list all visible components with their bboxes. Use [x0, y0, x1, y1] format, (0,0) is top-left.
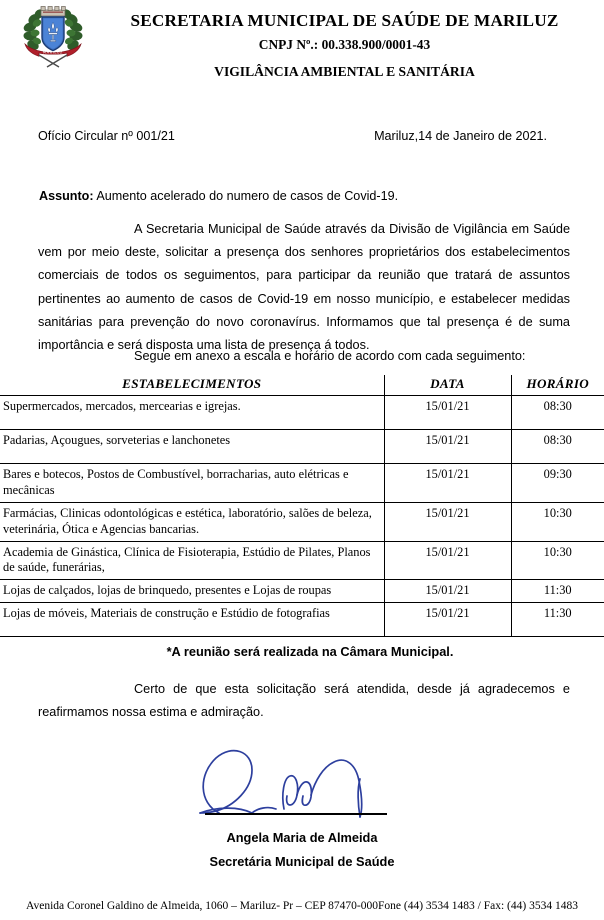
signatory-role: Secretária Municipal de Saúde	[209, 854, 395, 869]
schedule-table	[0, 375, 604, 637]
cell-time: 11:30	[511, 580, 604, 603]
cell-time: 09:30	[511, 464, 604, 503]
header-text-block	[95, 12, 594, 80]
organization-cnpj: CNPJ Nº.: 00.338.900/0001-43	[258, 36, 431, 52]
footer-address: Avenida Coronel Galdino de Almeida, 1060 – Mariluz- Pr – CEP 87470-000Fone (44) 3534 1483 / Fax: (44) 3534 1483	[26, 900, 578, 912]
cell-establishment: Lojas de calçados, lojas de brinquedo, presentes e Lojas de roupas	[0, 580, 384, 603]
column-header-establishments: ESTABELECIMENTOS	[0, 375, 384, 396]
table-rule-tail-left	[384, 589, 385, 603]
cell-date: 15/01/21	[384, 541, 511, 580]
cell-establishment: Bares e botecos, Postos de Combustível, borracharias, auto elétricas e mecânicas	[0, 464, 384, 503]
cell-establishment: Farmácias, Clinicas odontológicas e estética, laboratório, salões de beleza, veterinária, Ótica e Agencias bancarias.	[0, 502, 384, 541]
organization-title: SECRETARIA MUNICIPAL DE SAÚDE DE MARILUZ	[130, 11, 559, 30]
table-row	[0, 430, 604, 464]
letter-meta-row	[38, 129, 570, 147]
meeting-location-notice: *A reunião será realizada na Câmara Municipal.	[166, 644, 454, 659]
place-and-date: Mariluz,14 de Janeiro de 2021.	[374, 129, 547, 143]
department-title: VIGILÂNCIA AMBIENTAL E SANITÁRIA	[214, 63, 475, 79]
cell-establishment: Padarias, Açougues, sorveterias e lanchonetes	[0, 430, 384, 464]
cell-time: 10:30	[511, 502, 604, 541]
cell-date: 15/01/21	[384, 396, 511, 430]
table-row	[0, 464, 604, 503]
svg-text:MARILUZ: MARILUZ	[42, 50, 64, 55]
table-row	[0, 502, 604, 541]
subject-label: Assunto:	[39, 189, 94, 203]
cell-establishment: Lojas de móveis, Materiais de construção e Estúdio de fotografias	[0, 603, 384, 637]
table-header-row	[0, 375, 604, 396]
body-paragraph-closing: Certo de que esta solicitação será atendida, desde já agradecemos e reafirmamos nossa estima e admiração.	[38, 682, 570, 720]
cell-date: 15/01/21	[384, 502, 511, 541]
table-row	[0, 580, 604, 603]
table-row	[0, 541, 604, 580]
body-paragraph-main: A Secretaria Municipal de Saúde através da Divisão de Vigilância em Saúde vem por meio deste, solicitar a presença dos senhores proprietários dos estabelecimentos comerciais de todos os seguimentos, para participar da reunião que tratará de assuntos pertinentes ao aumento de casos de Covid-19 em nosso município, e estabelecer medidas sanitárias para prevenção do novo coronavírus. Informamos que tal presença é de suma importância e será disposta uma lista de presença á todos.	[38, 222, 570, 353]
cell-establishment: Academia de Ginástica, Clínica de Fisioterapia, Estúdio de Pilates, Planos de saúde, funerárias,	[0, 541, 384, 580]
signature-area	[0, 745, 604, 825]
subject-text: Aumento acelerado do numero de casos de Covid-19.	[93, 189, 399, 203]
table-body	[0, 396, 604, 637]
body-paragraph-annex: Segue em anexo a escala e horário de acordo com cada seguimento:	[134, 349, 526, 363]
cell-date: 15/01/21	[384, 464, 511, 503]
cell-time: 10:30	[511, 541, 604, 580]
table-row	[0, 396, 604, 430]
document-number: Ofício Circular nº 001/21	[38, 129, 175, 143]
cell-date: 15/01/21	[384, 430, 511, 464]
document-header	[0, 0, 604, 100]
cell-date: 15/01/21	[384, 580, 511, 603]
column-header-date: DATA	[384, 375, 511, 396]
cell-date: 15/01/21	[384, 603, 511, 637]
table-row	[0, 603, 604, 637]
table-rule-tail-right	[511, 589, 512, 603]
signatory-name: Angela Maria de Almeida	[226, 830, 378, 845]
column-header-time: HORÁRIO	[511, 375, 604, 396]
coat-of-arms-icon	[17, 3, 89, 69]
cell-time: 08:30	[511, 396, 604, 430]
subject-line	[39, 189, 398, 203]
cell-establishment: Supermercados, mercados, mercearias e igrejas.	[0, 396, 384, 430]
signature-line	[205, 813, 387, 815]
cell-time: 08:30	[511, 430, 604, 464]
cell-time: 11:30	[511, 603, 604, 637]
